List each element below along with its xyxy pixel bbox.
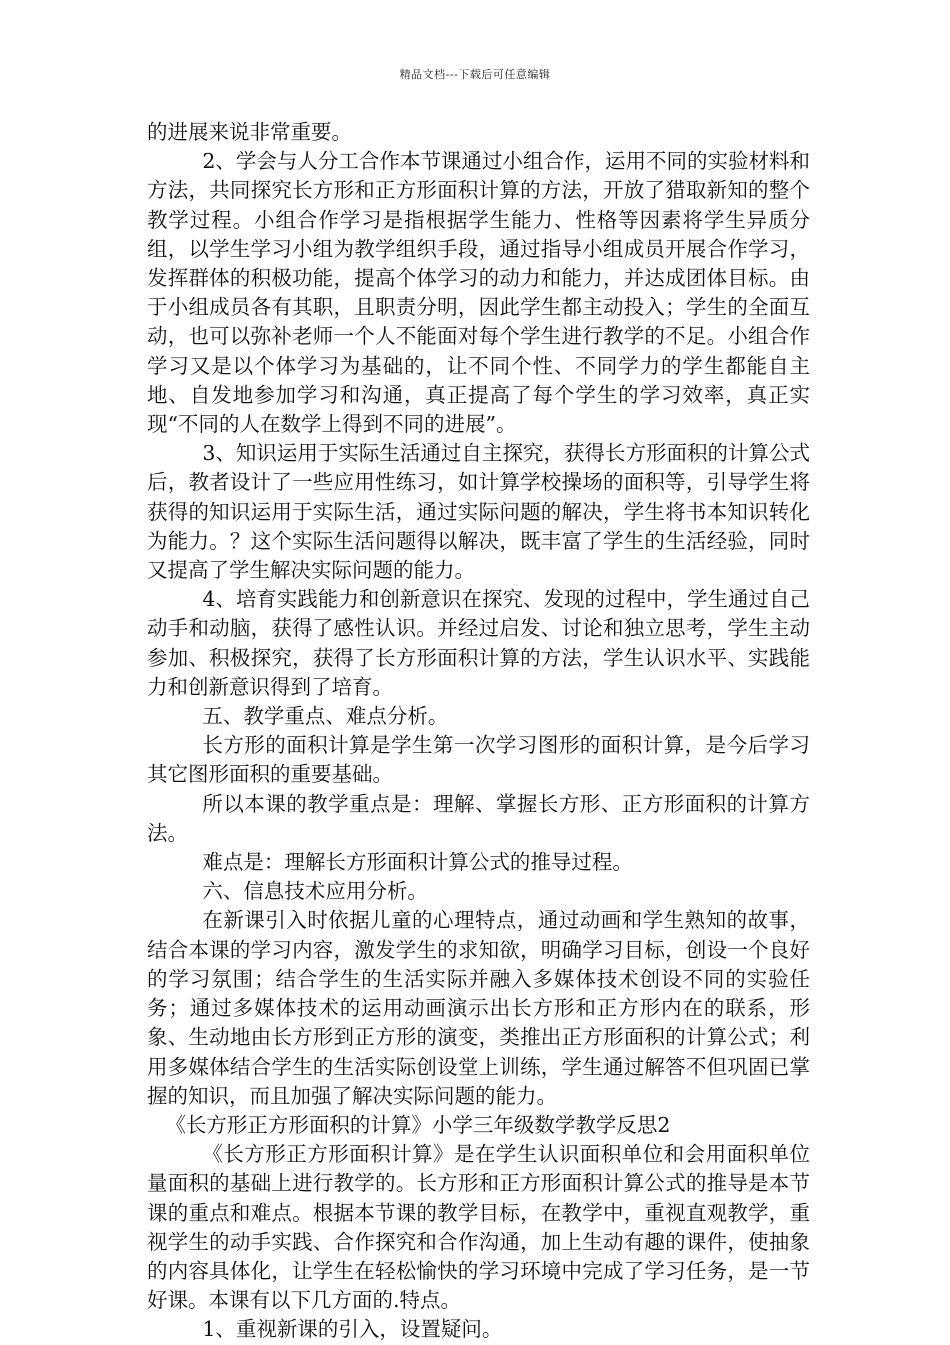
paragraph-importance: 长方形的面积计算是学生第一次学习图形的面积计算，是今后学习其它图形面积的重要基础。 — [147, 733, 810, 787]
paragraph-key-point: 所以本课的教学重点是：理解、掌握长方形、正方形面积的计算方法。 — [147, 791, 810, 845]
paragraph-point-2: 2、学会与人分工合作本节课通过小组合作，运用不同的实验材料和方法，共同探究长方形和正方形面积计算的方法，开放了猎取新知的整个教学过程。小组合作学习是指根据学生能力、性格等因素将学生异质分组，以学生学习小组为教学组织手段，通过指导小组成员开展合作学习，发挥群体的积极功能，提高个体学习的动力和能力，并达成团体目标。由于小组成员各有其职，且职责分明，因此学生都主动投入；学生的全面互动，也可以弥补老师一个人不能面对每个学生进行教学的不足。小组合作学习又是以个体学习为基础的，让不同个性、不同学力的学生都能自主地、自发地参加学习和沟通，真正提高了每个学生的学习效率，真正实现“不同的人在数学上得到不同的进展”。 — [147, 149, 810, 437]
paragraph-point-4: 4、培育实践能力和创新意识在探究、发现的过程中，学生通过自己动手和动脑，获得了感性认识。并经过启发、讨论和独立思考，学生主动参加、积极探究，获得了长方形面积计算的方法，学生认识水平、实践能力和创新意识得到了培育。 — [147, 587, 810, 699]
reflection-title: 《长方形正方形面积的计算》小学三年级数学教学反思2 — [165, 1112, 671, 1137]
paragraph-reflection-intro: 《长方形正方形面积计算》是在学生认识面积单位和会用面积单位量面积的基础上进行教学的。长方形和正方形面积计算公式的推导是本节课的重点和难点。根据本节课的教学目标，在教学中，重视直观教学，重视学生的动手实践、合作探究和合作沟通，加上生动有趣的课件，使抽象的内容具体化，让学生在轻松愉快的学习环境中完成了学习任务，是一节好课。本课有以下几方面的.特点。 — [147, 1142, 810, 1313]
paragraph-continuation: 的进展来说非常重要。 — [147, 120, 352, 144]
page-header-watermark: 精品文档---下载后可任意编辑 — [399, 68, 551, 81]
paragraph-point-3: 3、知识运用于实际生活通过自主探究，获得长方形面积的计算公式后，教者设计了一些应用性练习，如计算学校操场的面积等，引导学生将获得的知识运用于实际生活，通过实际问题的解决，学生将书本知识转化为能力。？这个实际生活问题得以解决，既丰富了学生的生活经验，同时又提高了学生解决实际问题的能力。 — [147, 441, 810, 583]
paragraph-it-analysis: 在新课引入时依据儿童的心理特点，通过动画和学生熟知的故事，结合本课的学习内容，激发学生的求知欲，明确学习目标，创设一个良好的学习氛围；结合学生的生活实际并融入多媒体技术创设不同的实验任务；通过多媒体技术的运用动画演示出长方形和正方形内在的联系，形象、生动地由长方形到正方形的演变，类推出正方形面积的计算公式；利用多媒体结合学生的生活实际创设堂上训练，学生通过解答不但巩固已掌握的知识，而且加强了解决实际问题的能力。 — [147, 908, 810, 1108]
paragraph-point-1: 1、重视新课的引入，设置疑问。 — [202, 1317, 503, 1342]
document-body — [147, 118, 810, 1345]
paragraph-difficulty: 难点是：理解长方形面积计算公式的推导过程。 — [202, 850, 633, 875]
section-heading-6: 六、信息技术应用分析。 — [202, 879, 428, 904]
section-heading-5: 五、教学重点、难点分析。 — [202, 704, 449, 729]
